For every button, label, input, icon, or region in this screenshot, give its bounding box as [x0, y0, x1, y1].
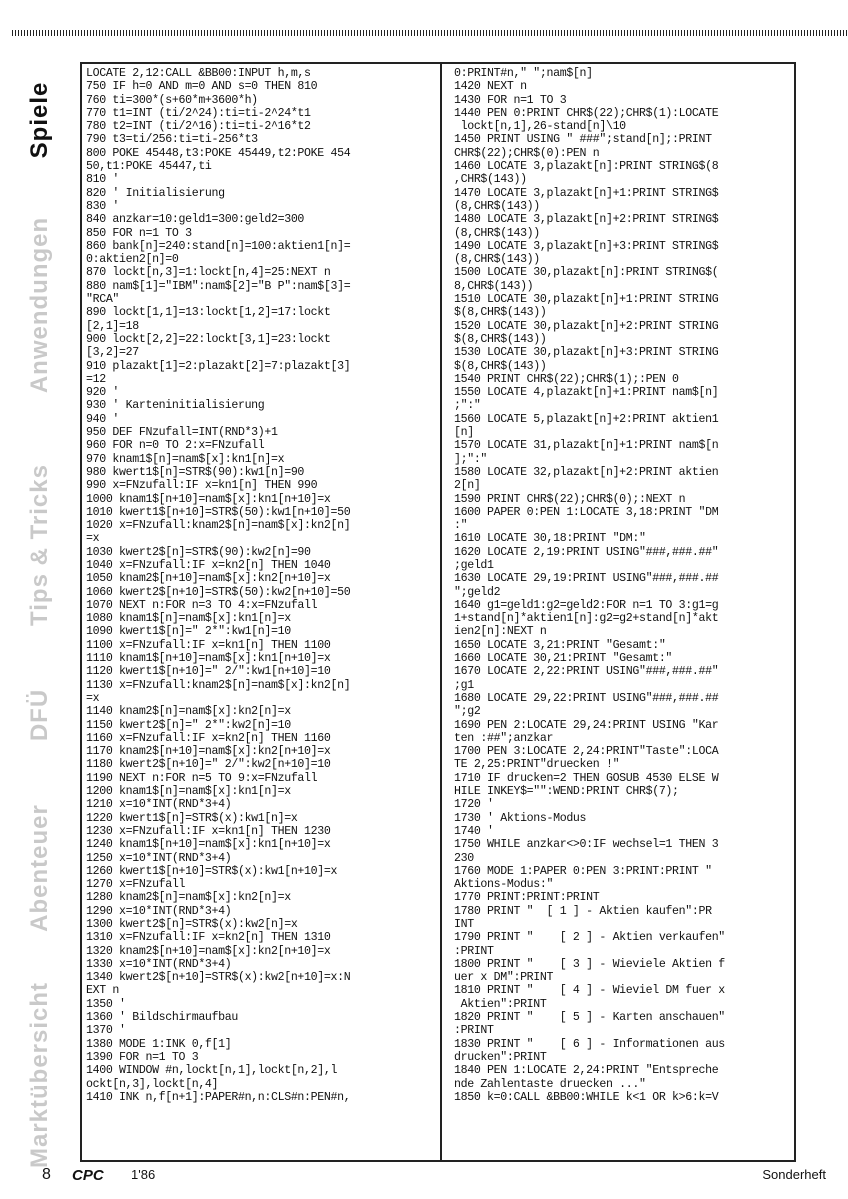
code-line: ];":": [454, 452, 488, 466]
code-line: 1410 INK n,f[n+1]:PAPER#n,n:CLS#n:PEN#n,: [86, 1090, 351, 1104]
code-line: 940 ': [86, 412, 120, 426]
code-line: 1640 g1=geld1:g2=geld2:FOR n=1 TO 3:g1=g: [454, 598, 719, 612]
code-line: 1800 PRINT " [ 3 ] - Wieviele Aktien f: [454, 957, 725, 971]
code-line: :": [454, 519, 468, 533]
code-line: 1630 LOCATE 29,19:PRINT USING"###,###.##: [454, 572, 719, 586]
code-line: 1590 PRINT CHR$(22);CHR$(0);:NEXT n: [454, 492, 686, 506]
code-line: ";geld2: [454, 585, 501, 599]
tab-anwendungen[interactable]: Anwendungen: [26, 216, 53, 394]
code-line: 1470 LOCATE 3,plazakt[n]+1:PRINT STRING$: [454, 186, 719, 200]
code-line: 1280 knam2$[n]=nam$[x]:kn2[n]=x: [86, 891, 291, 905]
issue-label: 1'86: [131, 1167, 156, 1182]
top-rule: [12, 30, 848, 36]
code-line: 1530 LOCATE 30,plazakt[n]+3:PRINT STRING: [454, 346, 719, 360]
code-line: CHR$(22);CHR$(0):PEN n: [454, 146, 600, 160]
code-line: 1270 x=FNzufall: [86, 878, 186, 892]
code-line: 1720 ': [454, 798, 494, 812]
code-line: 1090 kwert1$[n]=" 2*":kw1[n]=10: [86, 625, 291, 639]
code-line: 1450 PRINT USING " ###";stand[n];:PRINT: [454, 133, 712, 147]
column-divider: [440, 64, 442, 1160]
code-line: 1170 knam2$[n+10]=nam$[x]:kn2[n+10]=x: [86, 745, 331, 759]
magazine-logo: CPC: [72, 1167, 104, 1184]
code-line: 1820 PRINT " [ 5 ] - Karten anschauen": [454, 1011, 725, 1025]
code-line: 1040 x=FNzufall:IF x=kn2[n] THEN 1040: [86, 558, 331, 572]
code-line: =12: [86, 372, 106, 386]
code-line: 1180 kwert2$[n+10]=" 2/":kw2[n+10]=10: [86, 758, 331, 772]
code-line: 1500 LOCATE 30,plazakt[n]:PRINT STRING$(: [454, 266, 719, 280]
code-line: Aktien":PRINT: [454, 997, 547, 1011]
code-line: 1790 PRINT " [ 2 ] - Aktien verkaufen": [454, 931, 725, 945]
code-line: INT: [454, 918, 474, 931]
code-line: [n]: [454, 426, 474, 440]
code-line: 1710 IF drucken=2 THEN GOSUB 4530 ELSE W: [454, 771, 719, 785]
code-line: 880 nam$[1]="IBM":nam$[2]="B P":nam$[3]=: [86, 279, 351, 293]
code-line: 1140 knam2$[n]=nam$[x]:kn2[n]=x: [86, 705, 291, 719]
code-line: drucken":PRINT: [454, 1050, 547, 1064]
code-line: 1690 PEN 2:LOCATE 29,24:PRINT USING "Kar: [454, 718, 719, 732]
code-line: 0:aktien2[n]=0: [86, 253, 179, 267]
code-line: $(8,CHR$(143)): [454, 306, 547, 320]
code-line: TE 2,25:PRINT"druecken !": [454, 758, 620, 772]
page-footer: [0, 1166, 848, 1196]
code-line: 1360 ' Bildschirmaufbau: [86, 1011, 238, 1025]
code-line: 1550 LOCATE 4,plazakt[n]+1:PRINT nam$[n]: [454, 386, 719, 400]
code-line: 780 t2=INT (ti/2^16):ti=ti-2^16*t2: [86, 120, 311, 134]
code-line: ;geld1: [454, 558, 494, 572]
code-line: 1060 kwert2$[n+10]=STR$(50):kw2[n+10]=50: [86, 585, 351, 599]
code-line: 820 ' Initialisierung: [86, 186, 225, 200]
code-line: 1150 kwert2$[n]=" 2*":kw2[n]=10: [86, 718, 291, 732]
edition-label: Sonderheft: [762, 1167, 826, 1182]
code-line: 230: [454, 851, 474, 865]
code-line: 1220 kwert1$[n]=STR$(x):kw1[n]=x: [86, 811, 298, 825]
code-line: 1+stand[n]*aktien1[n]:g2=g2+stand[n]*akt: [454, 612, 719, 626]
code-line: ,CHR$(143)): [454, 173, 527, 187]
code-line: 830 ': [86, 199, 120, 213]
listing-left-column: [86, 67, 434, 1156]
code-line: 1160 x=FNzufall:IF x=kn2[n] THEN 1160: [86, 731, 331, 745]
code-line: :PRINT: [454, 944, 494, 958]
code-line: 900 lockt[2,2]=22:lockt[3,1]=23:lockt: [86, 332, 331, 346]
code-line: 910 plazakt[1]=2:plazakt[2]=7:plazakt[3]: [86, 359, 351, 373]
code-line: ;":": [454, 399, 481, 413]
code-line: 1490 LOCATE 3,plazakt[n]+3:PRINT STRING$: [454, 239, 719, 253]
code-line: 1120 kwert1$[n+10]=" 2/":kw1[n+10]=10: [86, 665, 331, 679]
code-line: 1770 PRINT:PRINT:PRINT: [454, 891, 600, 905]
code-line: 790 t3=ti/256:ti=ti-256*t3: [86, 133, 258, 147]
code-line: 1600 PAPER 0:PEN 1:LOCATE 3,18:PRINT "DM: [454, 505, 719, 519]
code-line: 870 lockt[n,3]=1:lockt[n,4]=25:NEXT n: [86, 266, 331, 280]
code-line: 1050 knam2$[n+10]=nam$[x]:kn2[n+10]=x: [86, 572, 331, 586]
code-line: 1300 kwert2$[n]=STR$(x):kw2[n]=x: [86, 918, 298, 931]
code-line: 0:PRINT#n," ";nam$[n]: [454, 67, 593, 80]
code-line: 930 ' Karteninitialisierung: [86, 399, 265, 413]
code-line: 1010 kwert1$[n+10]=STR$(50):kw1[n+10]=50: [86, 505, 351, 519]
code-line: 1020 x=FNzufall:knam2$[n]=nam$[x]:kn2[n]: [86, 519, 351, 533]
code-line: 1370 ': [86, 1024, 126, 1038]
code-line: 1760 MODE 1:PAPER 0:PEN 3:PRINT:PRINT ": [454, 864, 712, 878]
code-line: 1100 x=FNzufall:IF x=kn1[n] THEN 1100: [86, 638, 331, 652]
code-line: 1310 x=FNzufall:IF x=kn2[n] THEN 1310: [86, 931, 331, 945]
code-line: 1340 kwert2$[n+10]=STR$(x):kw2[n+10]=x:N: [86, 971, 351, 985]
code-line: 1740 ': [454, 824, 494, 838]
code-line: ";g2: [454, 705, 481, 719]
code-line: 2[n]: [454, 479, 481, 493]
code-line: 1130 x=FNzufall:knam2$[n]=nam$[x]:kn2[n]: [86, 678, 351, 692]
code-line: 1330 x=10*INT(RND*3+4): [86, 957, 232, 971]
code-line: 1350 ': [86, 997, 126, 1011]
code-line: LOCATE 2,12:CALL &BB00:INPUT h,m,s: [86, 67, 311, 80]
page-number: 8: [42, 1166, 51, 1183]
code-line: 950 DEF FNzufall=INT(RND*3)+1: [86, 426, 278, 440]
code-line: 1830 PRINT " [ 6 ] - Informationen aus: [454, 1037, 725, 1051]
code-line: 8,CHR$(143)): [454, 279, 534, 293]
code-line: 760 ti=300*(s+60*m+3600*h): [86, 93, 258, 107]
code-line: 810 ': [86, 173, 120, 187]
code-line: 770 t1=INT (ti/2^24):ti=ti-2^24*t1: [86, 106, 311, 120]
code-line: "RCA": [86, 293, 120, 307]
code-line: 1080 knam1$[n]=nam$[x]:kn1[n]=x: [86, 612, 291, 626]
code-line: uer x DM":PRINT: [454, 971, 554, 985]
code-line: 1510 LOCATE 30,plazakt[n]+1:PRINT STRING: [454, 293, 719, 307]
code-line: 800 POKE 45448,t3:POKE 45449,t2:POKE 454: [86, 146, 351, 160]
code-line: ;g1: [454, 678, 474, 692]
code-line: 50,t1:POKE 45447,ti: [86, 160, 212, 174]
code-line: $(8,CHR$(143)): [454, 332, 547, 346]
code-line: 1240 knam1$[n+10]=nam$[x]:kn1[n+10]=x: [86, 838, 331, 852]
code-line: 1660 LOCATE 30,21:PRINT "Gesamt:": [454, 652, 673, 666]
code-line: 1230 x=FNzufall:IF x=kn1[n] THEN 1230: [86, 824, 331, 838]
tab-spiele[interactable]: Spiele: [26, 81, 53, 159]
code-line: 990 x=FNzufall:IF x=kn1[n] THEN 990: [86, 479, 318, 493]
code-line: 1460 LOCATE 3,plazakt[n]:PRINT STRING$(8: [454, 160, 719, 174]
code-line: [2,1]=18: [86, 319, 139, 333]
code-line: 1780 PRINT " [ 1 ] - Aktien kaufen":PR: [454, 904, 712, 918]
code-line: 1190 NEXT n:FOR n=5 TO 9:x=FNzufall: [86, 771, 318, 785]
code-line: 1480 LOCATE 3,plazakt[n]+2:PRINT STRING$: [454, 213, 719, 227]
code-line: 1400 WINDOW #n,lockt[n,1],lockt[n,2],l: [86, 1064, 338, 1078]
code-line: (8,CHR$(143)): [454, 226, 540, 240]
code-line: 1540 PRINT CHR$(22);CHR$(1);:PEN 0: [454, 372, 679, 386]
code-line: 1840 PEN 1:LOCATE 2,24:PRINT "Entspreche: [454, 1064, 719, 1078]
code-line: 1440 PEN 0:PRINT CHR$(22);CHR$(1):LOCATE: [454, 106, 719, 120]
code-line: 1260 kwert1$[n+10]=STR$(x):kw1[n+10]=x: [86, 864, 338, 878]
code-line: 1750 WHILE anzkar<>0:IF wechsel=1 THEN 3: [454, 838, 719, 852]
code-line: 1620 LOCATE 2,19:PRINT USING"###,###.##": [454, 545, 719, 559]
code-line: 1610 LOCATE 30,18:PRINT "DM:": [454, 532, 646, 546]
listing-right-column: [454, 67, 794, 1156]
code-line: 1290 x=10*INT(RND*3+4): [86, 904, 232, 918]
code-line: 750 IF h=0 AND m=0 AND s=0 THEN 810: [86, 80, 318, 94]
code-line: 1730 ' Aktions-Modus: [454, 811, 587, 825]
code-line: 1810 PRINT " [ 4 ] - Wieviel DM fuer x: [454, 984, 725, 998]
code-line: ien2[n]:NEXT n: [454, 625, 547, 639]
code-line: 970 knam1$[n]=nam$[x]:kn1[n]=x: [86, 452, 285, 466]
code-line: 1250 x=10*INT(RND*3+4): [86, 851, 232, 865]
code-line: Aktions-Modus:": [454, 878, 554, 892]
code-line: ockt[n,3],lockt[n,4]: [86, 1077, 219, 1091]
code-line: 1560 LOCATE 5,plazakt[n]+2:PRINT aktien1: [454, 412, 719, 426]
code-line: :PRINT: [454, 1024, 494, 1038]
code-line: (8,CHR$(143)): [454, 199, 540, 213]
code-line: 1380 MODE 1:INK 0,f[1]: [86, 1037, 232, 1051]
code-line: 840 anzkar=10:geld1=300:geld2=300: [86, 213, 305, 227]
code-line: =x: [86, 691, 100, 705]
code-line: 1390 FOR n=1 TO 3: [86, 1050, 199, 1064]
code-line: EXT n: [86, 984, 120, 998]
code-line: 1650 LOCATE 3,21:PRINT "Gesamt:": [454, 638, 666, 652]
code-line: 1000 knam1$[n+10]=nam$[x]:kn1[n+10]=x: [86, 492, 331, 506]
code-line: lockt[n,1],26-stand[n]\10: [454, 120, 626, 134]
code-line: 1070 NEXT n:FOR n=3 TO 4:x=FNzufall: [86, 598, 318, 612]
code-line: 1680 LOCATE 29,22:PRINT USING"###,###.##: [454, 691, 719, 705]
listing-frame: [80, 62, 796, 1162]
code-line: 1670 LOCATE 2,22:PRINT USING"###,###.##": [454, 665, 719, 679]
section-tabs: [0, 50, 80, 1169]
code-line: ten :##";anzkar: [454, 731, 554, 745]
code-line: nde Zahlentaste druecken ...": [454, 1077, 646, 1091]
code-line: 920 ': [86, 386, 120, 400]
code-line: 1850 k=0:CALL &BB00:WHILE k<1 OR k>6:k=V: [454, 1090, 719, 1104]
code-line: 850 FOR n=1 TO 3: [86, 226, 192, 240]
code-line: 1030 kwert2$[n]=STR$(90):kw2[n]=90: [86, 545, 311, 559]
code-line: 1570 LOCATE 31,plazakt[n]+1:PRINT nam$[n: [454, 439, 719, 453]
code-line: (8,CHR$(143)): [454, 253, 540, 267]
tab-abenteuer[interactable]: Abenteuer: [26, 804, 53, 932]
code-line: 980 kwert1$[n]=STR$(90):kw1[n]=90: [86, 465, 305, 479]
tab-marktuebersicht[interactable]: Marktübersicht: [26, 981, 53, 1169]
code-line: [3,2]=27: [86, 346, 139, 360]
code-line: 1520 LOCATE 30,plazakt[n]+2:PRINT STRING: [454, 319, 719, 333]
code-line: =x: [86, 532, 100, 546]
code-line: 1700 PEN 3:LOCATE 2,24:PRINT"Taste":LOCA: [454, 745, 719, 759]
code-line: 1210 x=10*INT(RND*3+4): [86, 798, 232, 812]
code-line: 1430 FOR n=1 TO 3: [454, 93, 567, 107]
code-line: HILE INKEY$="":WEND:PRINT CHR$(7);: [454, 785, 679, 799]
code-line: 1420 NEXT n: [454, 80, 527, 94]
tab-dfue[interactable]: DFÜ: [26, 688, 53, 742]
code-line: 1200 knam1$[n]=nam$[x]:kn1[n]=x: [86, 785, 291, 799]
code-line: 960 FOR n=0 TO 2:x=FNzufall: [86, 439, 265, 453]
code-line: 1110 knam1$[n+10]=nam$[x]:kn1[n+10]=x: [86, 652, 331, 666]
code-line: 860 bank[n]=240:stand[n]=100:aktien1[n]=: [86, 239, 351, 253]
code-line: $(8,CHR$(143)): [454, 359, 547, 373]
code-line: 890 lockt[1,1]=13:lockt[1,2]=17:lockt: [86, 306, 331, 320]
tab-tips-tricks[interactable]: Tips & Tricks: [26, 464, 53, 626]
code-line: 1580 LOCATE 32,plazakt[n]+2:PRINT aktien: [454, 465, 719, 479]
code-line: 1320 knam2$[n+10]=nam$[x]:kn2[n+10]=x: [86, 944, 331, 958]
